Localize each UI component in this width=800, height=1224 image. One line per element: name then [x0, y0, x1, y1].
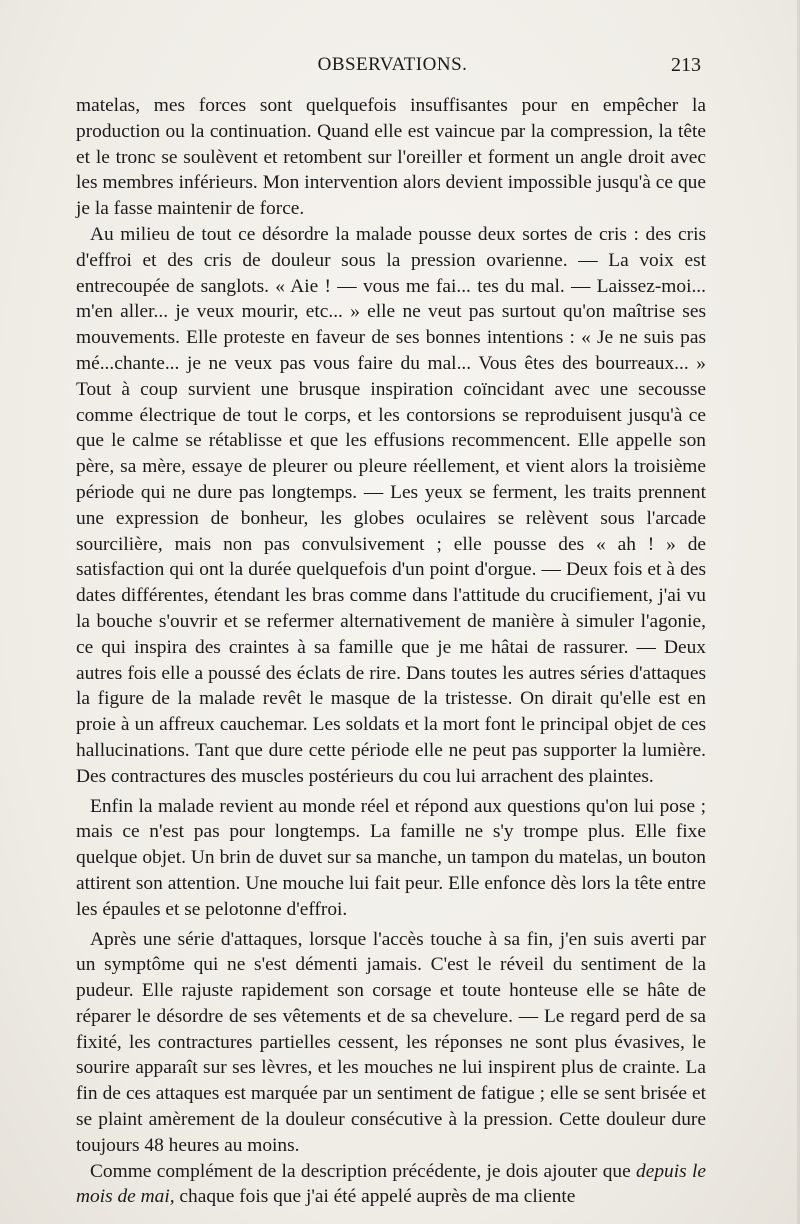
- paragraph-1: matelas, mes forces sont quelquefois insuffisantes pour en empêcher la production ou la continuation. Quand elle est vaincue par la compression, la tête et le tronc se soulèvent et retombent sur l'oreiller et forment un angle droit avec les membres inférieurs. Mon intervention alors devient impossible jusqu'à ce que je la fasse maintenir de force.: [76, 95, 706, 220]
- paragraph-5: [76, 1159, 706, 1211]
- paragraph-5-emphasis: depuis le mois de mai,: [76, 1160, 707, 1208]
- paragraph-5-lead: Comme complément de la description précédente, je dois ajouter que: [90, 1160, 637, 1182]
- paragraph-2: Au milieu de tout ce désordre la malade pousse deux sortes de cris : des cris d'effroi et des cris de douleur sous la pression ovarienne. — La voix est entrecoupée de sanglots. « Aie ! — vous me fai... tes du mal. — Laissez-moi... m'en aller... je veux mourir, etc... » elle ne veut pas surtout qu'on maîtrise ses mouvements. Elle proteste en faveur de ses bonnes intentions : « Je ne suis pas mé...chante... je ne veux pas vous faire du mal... Vous êtes des bourreaux... » Tout à coup survient une brusque inspiration coïncidant avec une secousse comme électrique de tout le corps, et les contorsions se reproduisent jusqu'à ce que le calme se rétablisse et que les effusions recommencent. Elle appelle son père, sa mère, essaye de pleurer ou pleure réellement, et vient alors la troisième période qui ne dure pas longtemps. — Les yeux se ferment, les traits prennent une expression de bonheur, les globes oculaires se relèvent sous l'arcade sourcilière, mais non pas convulsivement ; elle pousse des « ah ! » de satisfaction qui ont la durée quelquefois d'un point d'orgue. — Deux fois et à des dates différentes, étendant les bras comme dans l'attitude du crucifiement, j'ai vu la bouche s'ouvrir et se refermer alternativement de manière à simuler l'agonie, ce qui inspira des craintes à sa famille que je me hâtai de rassurer. — Deux autres fois elle a poussé des éclats de rire. Dans toutes les autres séries d'attaques la figure de la malade revêt le masque de la tristesse. On dirait qu'elle est en proie à un affreux cauchemar. Les soldats et la mort font le principal objet de ces hallucinations. Tant que dure cette période elle ne peut pas supporter la lumière. Des contractures des muscles postérieurs du cou lui arrachent des plaintes.: [76, 223, 706, 787]
- paragraph-4: Après une série d'attaques, lorsque l'accès touche à sa fin, j'en suis averti par un symptôme qui ne s'est démenti jamais. C'est le réveil du sentiment de la pudeur. Elle rajuste rapidement son corsage et toute honteuse elle se hâte de réparer le désordre de ses vêtements et de sa chevelure. — Le regard perd de sa fixité, les contractures partielles cessent, les réponses ne sont plus évasives, le sourire apparaît sur ses lèvres, et les mouches ne lui inspirent plus de crainte. La fin de ces attaques est marquée par un sentiment de fatigue ; elle se sent brisée et se plaint amèrement de la douleur consécutive à la pression. Cette douleur dure toujours 48 heures au moins.: [76, 928, 706, 1156]
- page-number: 213: [671, 54, 701, 76]
- paragraph-5-tail: chaque fois que j'ai été appelé auprès de ma cliente: [174, 1186, 576, 1208]
- running-title: OBSERVATIONS.: [317, 54, 468, 75]
- body-text: [76, 93, 706, 1210]
- running-header: [80, 54, 705, 84]
- paragraph-3: Enfin la malade revient au monde réel et répond aux questions qu'on lui pose ; mais ce n'est pas pour longtemps. La famille ne s'y trompe plus. Elle fixe quelque objet. Un brin de duvet sur sa manche, un tampon du matelas, un bouton attirent son attention. Une mouche lui fait peur. Elle enfonce dès lors la tête entre les épaules et se pelotonne d'effroi.: [76, 795, 706, 920]
